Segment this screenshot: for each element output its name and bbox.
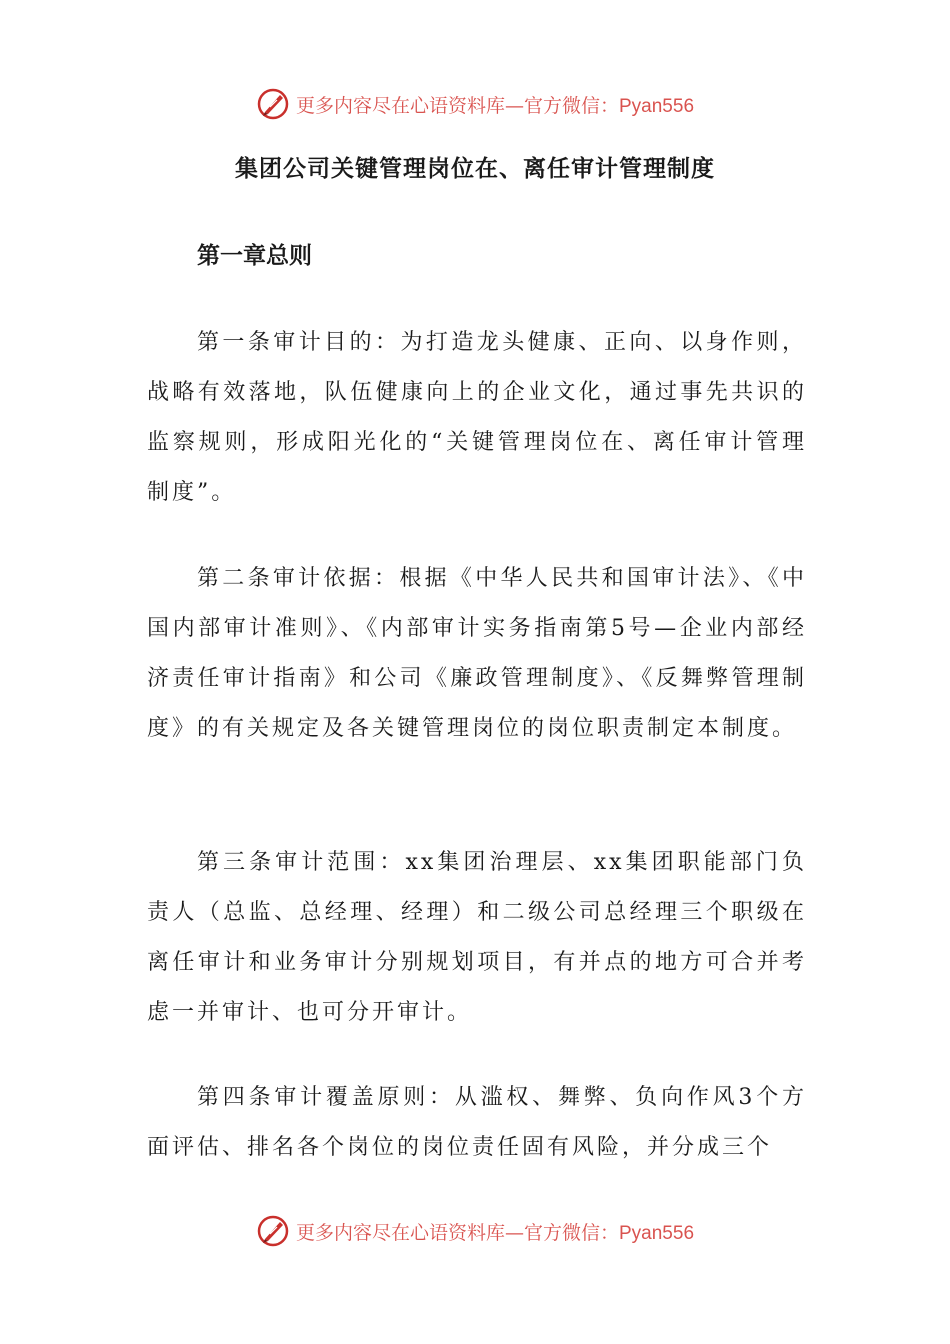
watermark-text: 更多内容尽在心语资料库—官方微信：Pyan556 (295, 94, 695, 117)
article-paragraph-3: 第三条审计范围：xx集团治理层、xx集团职能部门负责人（总监、总经理、经理）和二级公司总经理三个职级在离任审计和业务审计分别规划项目，有并点的地方可合并考虑一并审计、也可分开审计。 (147, 850, 807, 1025)
chapter-heading: 第一章总则 (197, 242, 312, 269)
watermark-banner-top (0, 84, 950, 124)
watermark-banner-bottom (0, 1211, 950, 1251)
watermark-text: 更多内容尽在心语资料库—官方微信：Pyan556 (295, 1221, 695, 1244)
article-paragraph-4: 第四条审计覆盖原则：从滥权、舞弊、负向作风3个方面评估、排名各个岗位的岗位责任固有风险，并分成三个 (147, 1085, 807, 1160)
document-title: 集团公司关键管理岗位在、离任审计管理制度 (235, 155, 715, 182)
article-paragraph-2: 第二条审计依据：根据《中华人民共和国审计法》、《中国内部审计准则》、《内部审计实务指南第5号—企业内部经济责任审计指南》和公司《廉政管理制度》、《反舞弊管理制度》的有关规定及各关键管理岗位的岗位职责制定本制度。 (147, 566, 807, 741)
quill-pen-logo-icon (256, 1214, 290, 1248)
quill-pen-logo-icon (256, 87, 290, 121)
article-paragraph-1: 第一条审计目的：为打造龙头健康、正向、以身作则，战略有效落地，队伍健康向上的企业文化，通过事先共识的监察规则，形成阳光化的“关键管理岗位在、离任审计管理制度”。 (147, 330, 807, 505)
